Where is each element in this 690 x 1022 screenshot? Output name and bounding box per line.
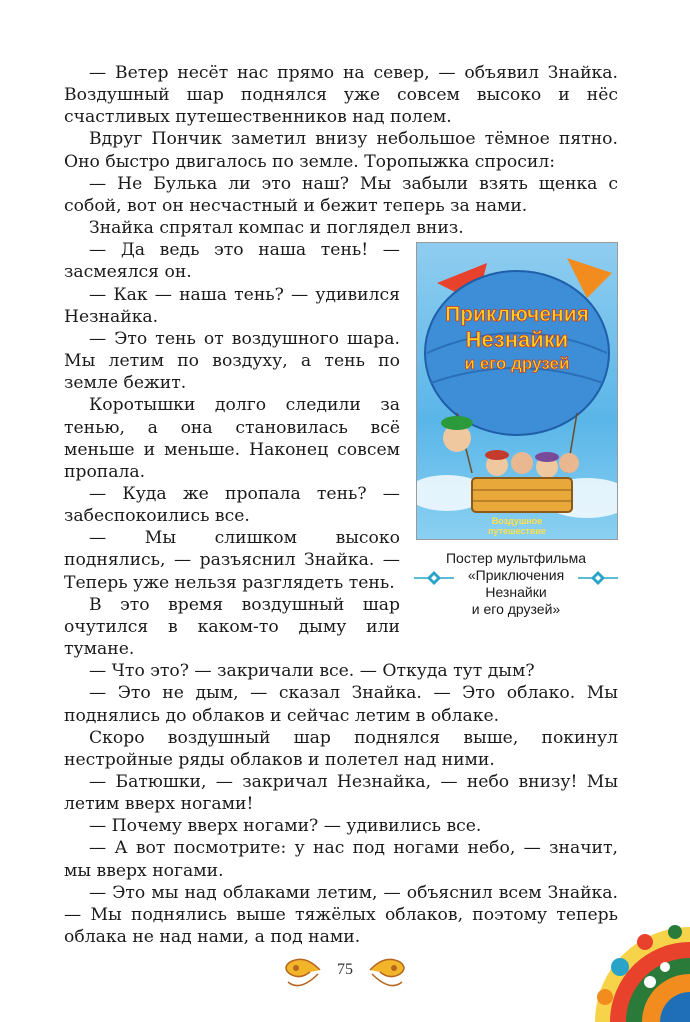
paragraph: — Это тень от воздушного шара. Мы летим по воздуху, а тень по земле бежит.: [64, 328, 400, 394]
diamond-ornament-icon: [414, 570, 454, 586]
paragraph: — Мы слишком высоко поднялись, — разъяснил Знайка. — Теперь уже нельзя разглядеть тень.: [64, 528, 400, 593]
paragraph: — Как — наша тень? — удивился Незнайка.: [64, 284, 400, 327]
paragraph: Скоро воздушный шар поднялся выше, покинул нестройные ряды облаков и полетел над ними.: [64, 727, 618, 770]
poster-subtitle-2: путешествие: [488, 526, 546, 537]
paragraph: — Это не дым, — сказал Знайка. — Это облако. Мы поднялись до облаков и сейчас летим в облаке.: [64, 683, 618, 726]
paragraph: — Не Булька ли это наш? Мы забыли взять щенка с собой, вот он несчастный и бежит теперь за нами.: [64, 173, 618, 216]
poster-figure: [414, 242, 618, 618]
paragraph: — Это мы над облаками летим, — объяснил всем Знайка. — Мы поднялись выше тяжёлых облаков, поэтому теперь облака не над нами, а под нами.: [64, 882, 618, 948]
paragraph: Знайка спрятал компас и поглядел вниз.: [89, 218, 464, 239]
caption-line: Постер мультфильма: [445, 550, 587, 567]
poster-title-2: Незнайки: [465, 327, 569, 353]
diamond-ornament-icon: [578, 570, 618, 586]
paragraph: Коротышки долго следили за тенью, а она становилась всё меньше и меньше. Наконец совсем пропала.: [64, 395, 400, 482]
paragraph: В это время воздушный шар очутился в каком-то дыму или тумане.: [64, 594, 400, 660]
poster-title-1: Приключения: [445, 303, 589, 327]
paragraph: — Куда же пропала тень? — забеспокоились все.: [64, 483, 400, 527]
caption-line: «Приключения: [467, 567, 565, 584]
body-text: [64, 62, 618, 948]
paragraph: — Что это? — закричали все. — Откуда тут дым?: [89, 661, 535, 682]
paragraph: — Да ведь это наша тень! — засмеялся он.: [64, 240, 400, 283]
poster-image: [416, 242, 618, 540]
paragraph: — Почему вверх ногами? — удивились все.: [89, 816, 482, 837]
corner-floral-ornament-icon: [590, 912, 690, 1022]
poster-caption: [436, 550, 596, 618]
balloon-illustration: [417, 243, 617, 539]
paragraph: — Батюшки, — закричал Незнайка, — небо внизу! Мы летим вверх ногами!: [64, 772, 618, 815]
flourish-left-icon: [286, 959, 320, 985]
poster-title-3: и его друзей: [464, 354, 570, 374]
poster-subtitle-1: Воздушное: [491, 516, 543, 527]
caption-line: и его друзей»: [471, 601, 561, 618]
flourish-right-icon: [370, 959, 404, 985]
paragraph: — Ветер несёт нас прямо на север, — объявил Знайка. Воздушный шар поднялся уже совсем высоко и нёс счастливых путешественников над полем.: [64, 63, 618, 128]
paragraph: — А вот посмотрите: у нас под ногами небо, — значит, мы вверх ногами.: [64, 838, 618, 881]
paragraph: Вдруг Пончик заметил внизу небольшое тёмное пятно. Оно быстро двигалось по земле. Торопыжка спросил:: [64, 129, 618, 172]
page-number: 75: [337, 961, 353, 978]
caption-line: Незнайки: [485, 584, 547, 601]
